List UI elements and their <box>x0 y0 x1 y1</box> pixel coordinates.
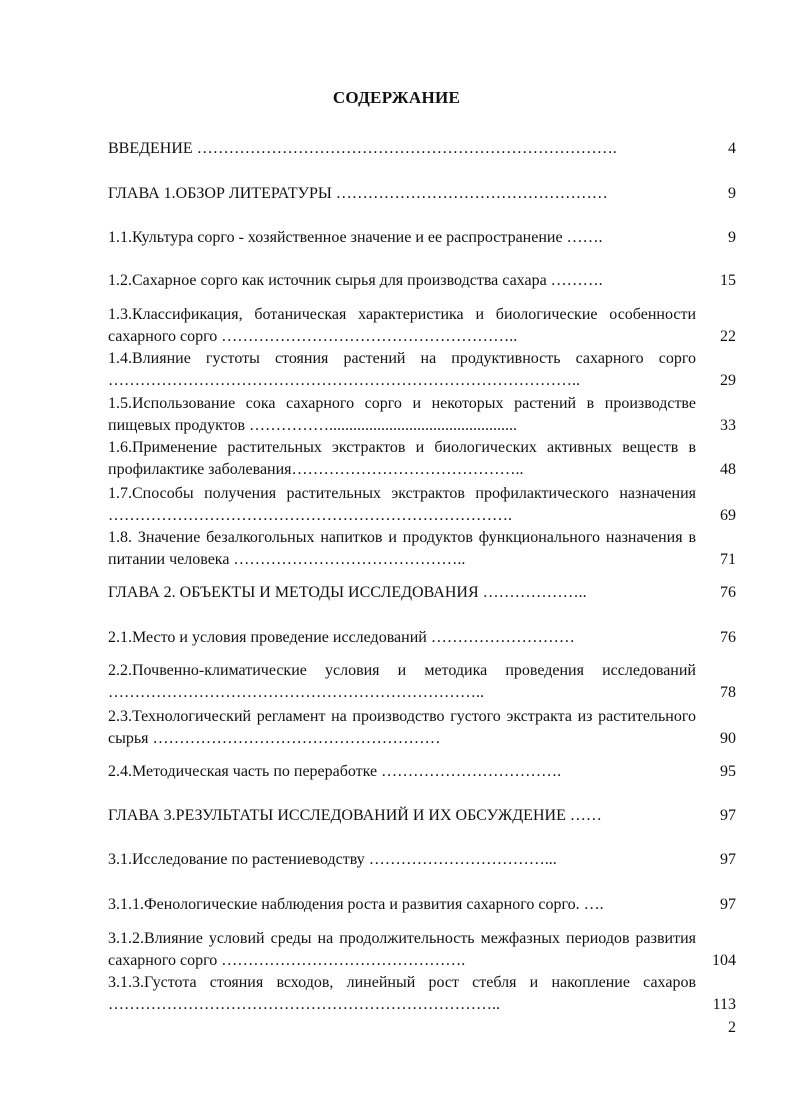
toc-entry-1-6: 1.6.Применение растительных экстрактов и биологических активных веществ в профилактике заболевания…………………………………….. <box>108 439 696 478</box>
toc-page-3-1: 97 <box>720 851 736 868</box>
toc-entry-3-1-1: 3.1.1.Фенологические наблюдения роста и развития сахарного сорго. …. <box>108 896 604 913</box>
toc-entry-1-5: 1.5.Использование сока сахарного сорго и некоторых растений в производстве пищевых продуктов ……………............................................... <box>108 395 696 434</box>
toc-entry-3-1: 3.1.Исследование по растениеводству ……………………………... <box>108 851 557 868</box>
toc-page-2-1: 76 <box>720 629 736 646</box>
toc-entry-1-7: 1.7.Способы получения растительных экстрактов профилактического назначения …………………………………………………………………. <box>108 485 696 524</box>
toc-page-chapter-2: 76 <box>720 584 736 601</box>
toc-page-1-3: 22 <box>720 328 736 345</box>
toc-page-chapter-3: 97 <box>720 807 736 824</box>
toc-page-3-1-2: 104 <box>712 952 736 969</box>
toc-page-1-1: 9 <box>728 229 736 246</box>
toc-entry-2-4: 2.4.Методическая часть по переработке ……………………………. <box>108 763 562 780</box>
page-title: СОДЕРЖАНИЕ <box>332 88 461 107</box>
toc-entry-2-1: 2.1.Место и условия проведение исследований ……………………… <box>108 629 575 646</box>
toc-page-intro: 4 <box>728 140 736 157</box>
toc-entry-1-8: 1.8. Значение безалкогольных напитков и продуктов функционального назначения в питании человека …………………………………….. <box>108 529 696 568</box>
toc-entry-1-1: 1.1.Культура сорго - хозяйственное значение и ее распространение ……. <box>108 229 603 246</box>
toc-entry-3-1-2: 3.1.2.Влияние условий среды на продолжительность межфазных периодов развития сахарного сорго ………………………………………. <box>108 930 696 969</box>
page-number: 2 <box>728 1019 736 1036</box>
toc-page-chapter-1: 9 <box>728 185 736 202</box>
toc-page-2-3: 90 <box>720 730 736 747</box>
toc-entry-3-1-3: 3.1.3.Густота стояния всходов, линейный рост стебля и накопление сахаров ……………………………………………………………….. <box>108 974 696 1013</box>
toc-page-2-4: 95 <box>720 763 736 780</box>
toc-page-1-7: 69 <box>720 507 736 524</box>
toc-entry-chapter-3: ГЛАВА 3.РЕЗУЛЬТАТЫ ИССЛЕДОВАНИЙ И ИХ ОБСУЖДЕНИЕ …… <box>108 807 602 824</box>
toc-page-1-5: 33 <box>720 417 736 434</box>
toc-entry-1-4: 1.4.Влияние густоты стояния растений на продуктивность сахарного сорго …………………………………………………………………………….. <box>108 350 696 389</box>
toc-entry-chapter-2: ГЛАВА 2. ОБЪЕКТЫ И МЕТОДЫ ИССЛЕДОВАНИЯ ……………….. <box>108 584 587 601</box>
toc-page-2-2: 78 <box>720 684 736 701</box>
toc-entry-1-3: 1.3.Классификация, ботаническая характеристика и биологические особенности сахарного сорго ……………………………………………….. <box>108 306 696 345</box>
toc-entry-2-2: 2.2.Почвенно-климатические условия и методика проведения исследований …………………………………………………………….. <box>108 662 696 701</box>
toc-entry-chapter-1: ГЛАВА 1.ОБЗОР ЛИТЕРАТУРЫ …………………………………………… <box>108 185 608 202</box>
toc-page-1-4: 29 <box>720 372 736 389</box>
toc-entry-1-2: 1.2.Сахарное сорго как источник сырья для производства сахара ………. <box>108 272 603 289</box>
toc-entry-intro: ВВЕДЕНИЕ ……………………………………………………………………. <box>108 140 617 157</box>
toc-page-1-2: 15 <box>720 272 736 289</box>
toc-page-1-8: 71 <box>720 551 736 568</box>
toc-page-3-1-1: 97 <box>720 896 736 913</box>
toc-page-3-1-3: 113 <box>712 996 736 1013</box>
toc-entry-2-3: 2.3.Технологический регламент на производство густого экстракта из растительного сырья ……………………………………………… <box>108 708 696 747</box>
toc-page-1-6: 48 <box>720 461 736 478</box>
